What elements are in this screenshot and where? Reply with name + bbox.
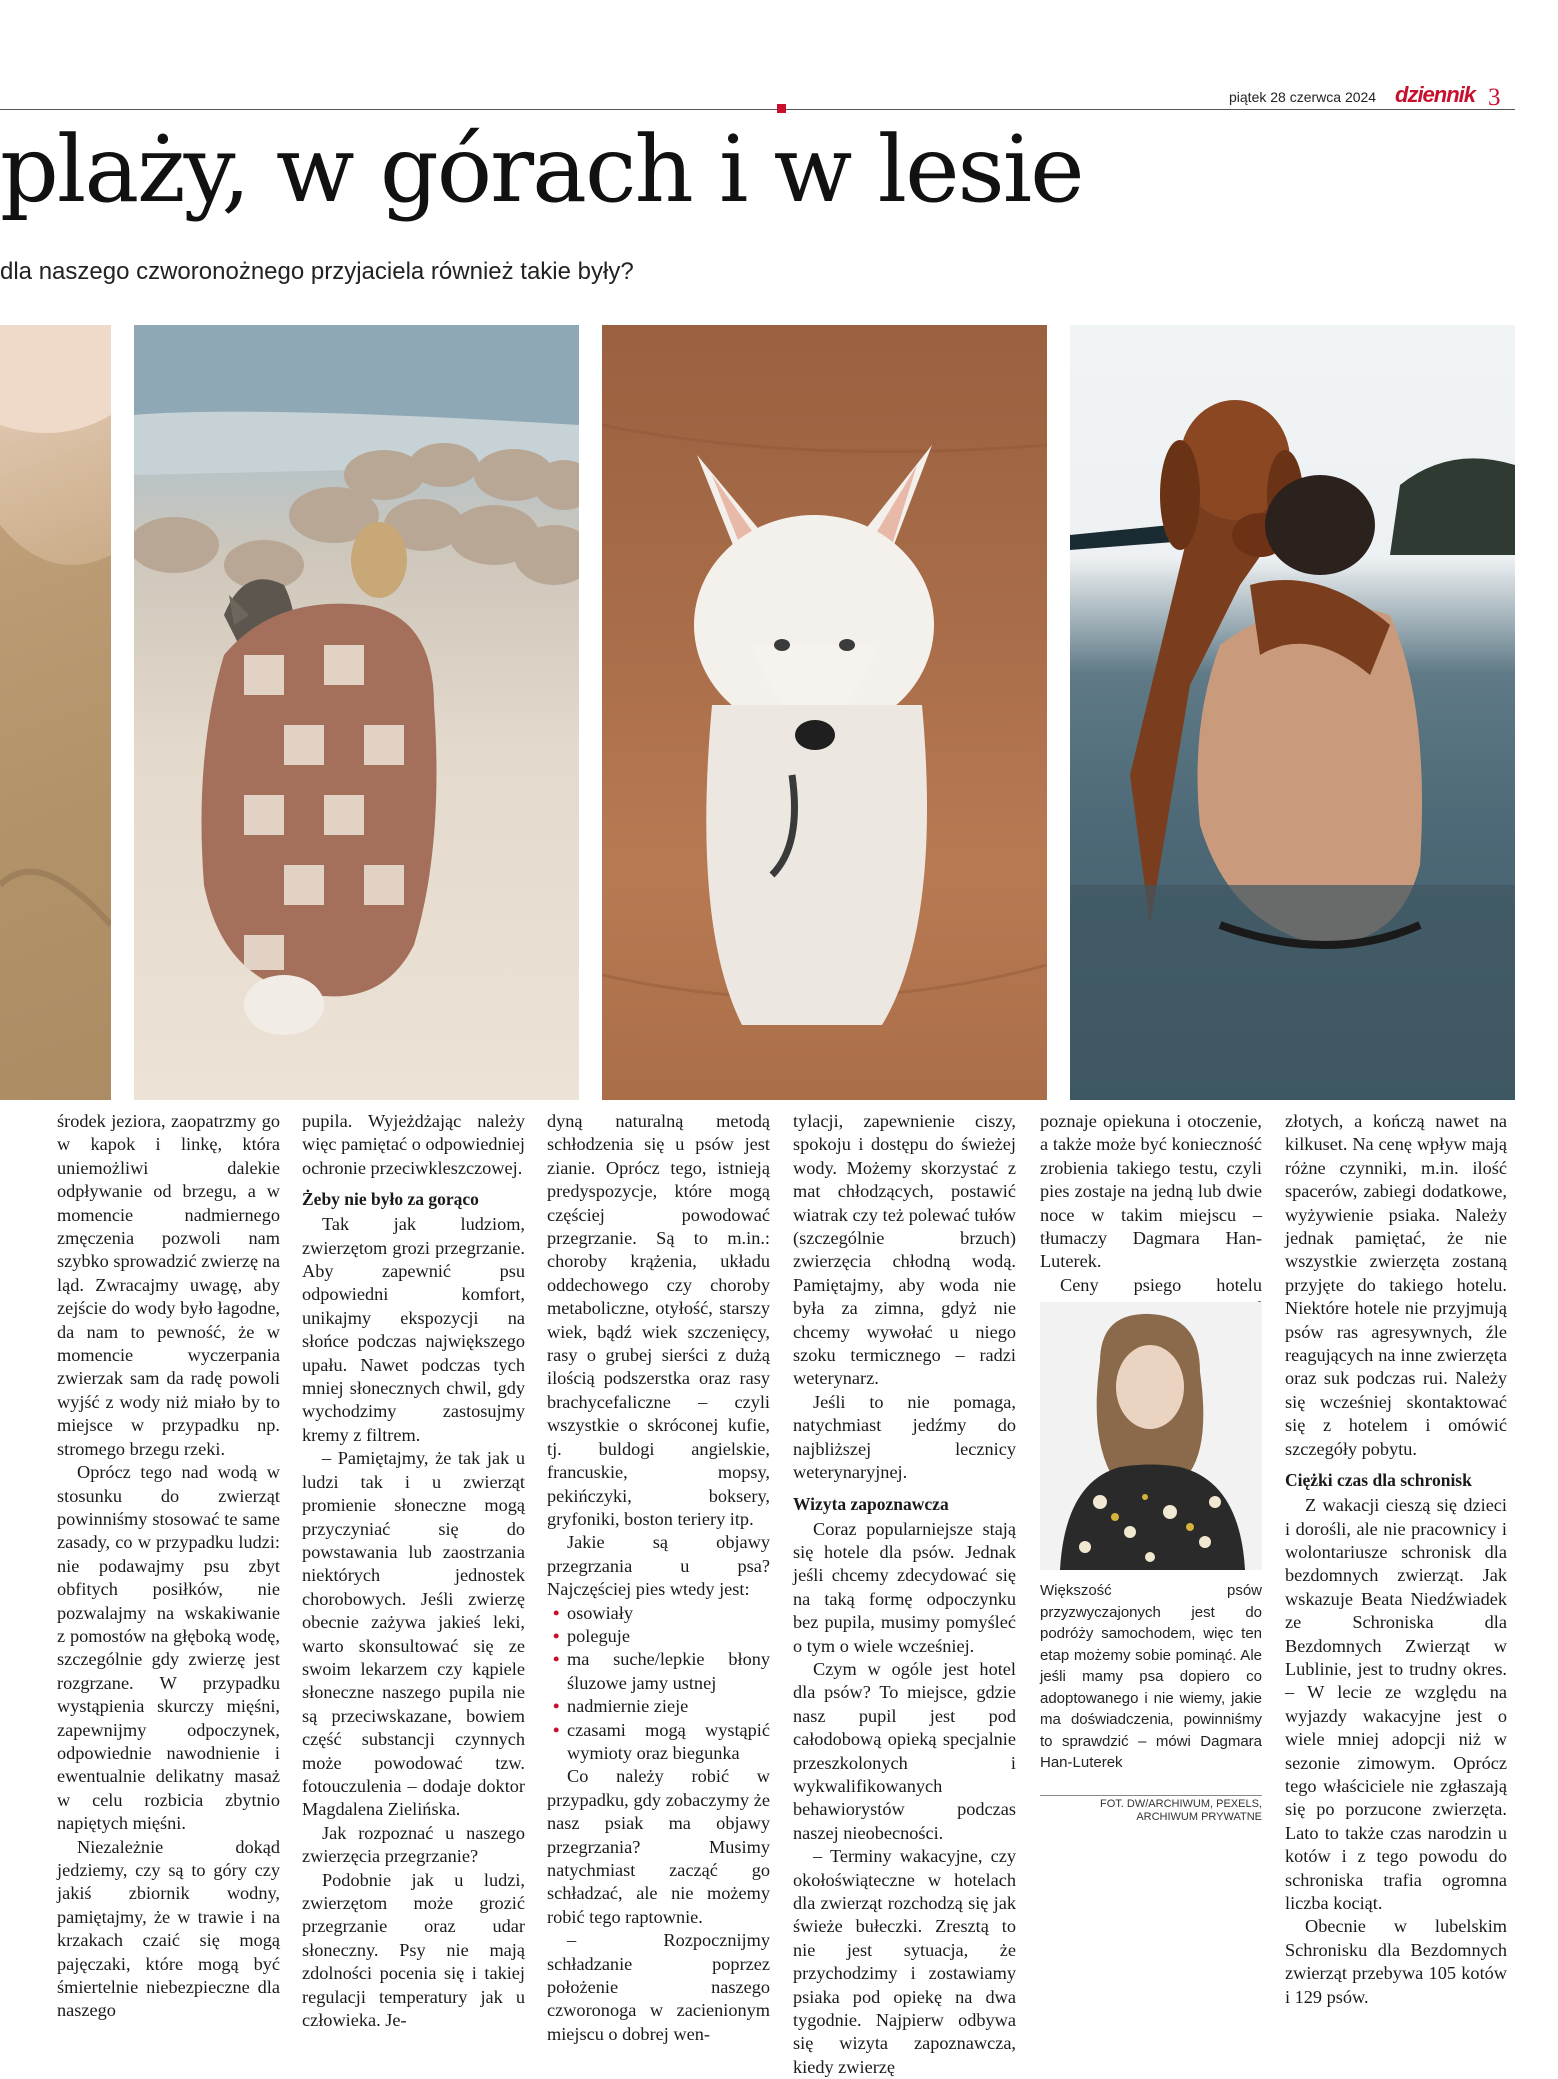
paragraph: Co należy robić w przypadku, gdy zobaczymy że nasz psiak ma objawy przegrzania? Musimy natychmiast zacząć go schładzać, ale nie możemy robić tego raptownie. <box>547 1766 770 1927</box>
paragraph: – Rozpocznijmy schładzanie poprzez położenie naszego czworonoga w zacienionym miejscu o dobrej wen- <box>547 1930 770 2044</box>
header-accent-mark <box>777 104 786 113</box>
article-column-6 <box>1285 1110 1507 2009</box>
paragraph: Tak jak ludziom, zwierzętom grozi przegrzanie. Aby zapewnić psu odpowiedni komfort, unikajmy ekspozycji na słońce podczas największego upału. Nawet podczas tych mniej słonecznych chwil, gdy wychodzimy zastosujmy kremy z filtrem. <box>302 1214 525 1445</box>
article-column-3 <box>547 1110 770 2046</box>
paragraph: Coraz popularniejsze stają się hotele dla psów. Jednak jeśli chcemy zdecydować się na taką formę odpoczynku bez pupila, musimy pomyśleć o tym o wiele wcześniej. <box>793 1518 1016 1656</box>
photo-woman-husky-blanket <box>134 325 579 1100</box>
paragraph: – Terminy wakacyjne, czy okołoświąteczne w hotelach dla zwierząt rozchodzą się jak świeże bułeczki. Zresztą to nie jest sytuacja, że przychodzimy i zostawiamy psiaka pod opiekę na dwa tygodnie. Najpierw odbywa się wizyta zapoznawcza, kiedy zwierzę <box>793 1846 1016 2077</box>
article-column-1 <box>57 1110 280 2023</box>
paragraph: Jakie są objawy przegrzania u psa? Najczęściej pies wtedy jest: <box>547 1532 770 1600</box>
list-item: • osowiały <box>547 1602 770 1625</box>
section-heading: Żeby nie było za gorąco <box>302 1189 479 1210</box>
paragraph: Niezależnie dokąd jedziemy, czy są to góry czy jakiś zbiornik wodny, pamiętajmy, że w trawie i na krzakach czaić się mogą pajęczaki, które mogą być śmiertelnie niebezpieczne dla naszego <box>57 1836 280 2021</box>
paragraph: Oprócz tego nad wodą w stosunku do zwierząt powinniśmy stosować te same zasady, co w przypadku ludzi: nie podawajmy psu zbyt obfitych posiłków, nie pozwalajmy na wskakiwanie z pomostów na głęboką wodę, szczególnie gdy zwierzę jest rozgrzane. W przypadku wystąpienia skurczy mięśni, zapewnijmy odpoczynek, odpowiednie nawodnienie i ewentualnie delikatny masaż w celu rozbicia zbytnio napiętych mięśni. <box>57 1462 280 1834</box>
photo-white-dog-sand <box>602 325 1047 1100</box>
subheadline: dla naszego czworonożnego przyjaciela również takie były? <box>0 258 634 285</box>
article-column-2 <box>302 1110 525 2032</box>
paragraph: środek jeziora, zaopatrzmy go w kapok i linkę, która uniemożliwi dalekie odpływanie od brzegu, a w momencie nadmiernego zmęczenia pozwoli nam szybko sprowadzić zwierzę na ląd. Zwracajmy uwagę, aby zejście do wody było łagodne, da nam to pewność, że w momencie wyczerpania zwierzak sam da radę powoli wyjść z wody niż miało by to miejsce w przypadku np. stromego brzegu rzeki. <box>57 1111 280 1459</box>
page-number: 3 <box>1488 84 1501 111</box>
paragraph: – Pamiętajmy, że tak jak u ludzi tak i u zwierząt promienie słoneczne mogą przyczyniać się do powstawania lub zaostrzania niektórych jednostek chorobowych. Jeśli zwierzę obecnie zażywa jakieś leki, warto skonsultować się ze swoim lekarzem czy kąpiele słoneczne naszego pupila nie są przeciwskazane, bowiem część substancji czynnych może powodować tzw. fotouczulenia – dodaje doktor Magdalena Zielińska. <box>302 1448 525 1820</box>
photo-caption: Większość psów przyzwyczajonych jest do podróży samochodem, więc ten etap możemy sobie pominąć. Ale jeśli mamy psa dopiero co adoptowanego i nie wiemy, jakie ma doświadczenia, powinniśmy to sprawdzić – mówi Dagmara Han-Luterek <box>1040 1582 1262 1771</box>
article-column-4 <box>793 1110 1016 2079</box>
header-rule <box>0 109 1515 110</box>
list-item: • poleguje <box>547 1625 770 1648</box>
photo-credit: FOT. DW/ARCHIWUM, PEXELS, ARCHIWUM PRYWATNE <box>1040 1795 1262 1824</box>
paragraph: pupila. Wyjeżdżając należy więc pamiętać o odpowiedniej ochronie przeciwkleszczowej. <box>302 1111 525 1178</box>
paragraph: Jak rozpoznać u naszego zwierzęcia przegrzanie? <box>302 1822 525 1867</box>
paragraph: Czym w ogóle jest hotel dla psów? To miejsce, gdzie nasz pupil jest pod całodobową opieką specjalnie przeszkolonych i wykwalifikowanych behawiorystów podczas naszej nieobecności. <box>793 1658 1016 1843</box>
issue-date: piątek 28 czerwca 2024 <box>1229 89 1377 105</box>
list-item: • czasami mogą wystąpić wymioty oraz biegunka <box>547 1719 770 1766</box>
photo-sand-edge <box>0 325 111 1100</box>
paragraph: poznaje opiekuna i otoczenie, a także może być konieczność zrobienia takiego testu, czyli pies zostaje na jedną lub dwie noce w takim miejscu – tłumaczy Dagmara Han-Luterek. <box>1040 1111 1262 1272</box>
list-item: • ma suche/lepkie błony śluzowe jamy ustnej <box>547 1648 770 1695</box>
paragraph: Ceny psiego hotelu <box>1060 1274 1262 1295</box>
newspaper-logo[interactable]: dziennik <box>1395 82 1476 107</box>
photo-portrait-woman <box>1040 1302 1262 1570</box>
paragraph: złotych, a kończą nawet na kilkuset. Na cenę wpływ mają różne czynniki, m.in. ilość spacerów, zabiegi dodatkowe, wyżywienie psiaka. Należy jednak pamiętać, że nie wszystkie zwierzęta zostaną przyjęte do takiego hotelu. Niektóre hotele nie przyjmują psów ras agresywnych, źle reagujących na inne zwierzęta oraz suk podczas rui. Należy się wcześniej skontaktować się z hotelem i omówić szczegóły pobytu. <box>1285 1111 1507 1459</box>
headline: plaży, w górach i w lesie <box>0 116 1083 223</box>
photo-dog-swimmer <box>1070 325 1515 1100</box>
paragraph: Z wakacji cieszą się dzieci i dorośli, ale nie pracownicy i wolontariusze schronisk dla bezdomnych zwierząt. Jak wskazuje Beata Niedźwiadek ze Schroniska dla Bezdomnych Zwierząt w Lublinie, jest to trudny okres. – W lecie ze względu na wyjazdy wakacyjne jest o wiele mniej adopcji niż w sezonie zimowym. Oprócz tego właściciele nie zgłaszają się po porzucone zwierzęta. Lato to także czas narodzin u kotów i z tego powodu do schroniska trafia ogromna liczba kociąt. <box>1285 1495 1507 1913</box>
section-heading: Wizyta zapoznawcza <box>793 1493 949 1514</box>
section-heading: Ciężki czas dla schronisk <box>1285 1470 1472 1491</box>
paragraph: Obecnie w lubelskim Schronisku dla Bezdomnych zwierząt przebywa 105 kotów i 129 psów. <box>1285 1916 1507 2007</box>
paragraph: Podobnie jak u ludzi, zwierzętom może grozić przegrzanie oraz udar słoneczny. Psy nie mają zdolności pocenia się i takiej regulacji temperatury jak u człowieka. Je- <box>302 1869 525 2031</box>
symptom-list <box>547 1602 770 1766</box>
paragraph: Jeśli to nie pomaga, natychmiast jedźmy do najbliższej lecznicy weterynaryjnej. <box>793 1391 1016 1483</box>
list-item: • nadmiernie zieje <box>547 1695 770 1718</box>
paragraph: dyną naturalną metodą schłodzenia się u psów jest zianie. Oprócz tego, istnieją predyspozycje, które mogą częściej powodować przegrzanie. Są to m.in.: choroby krążenia, układu oddechowego czy choroby metaboliczne, otyłość, starszy wiek, bądź wiek szczenięcy, rasy o grubej sierści z dużą ilością podszerstka oraz rasy brachycefaliczne – czyli wszystkie o skróconej kufie, tj. buldogi angielskie, francuskie, mopsy, pekińczyki, boksery, gryfoniki, boston teriery itp. <box>547 1111 770 1529</box>
paragraph: tylacji, zapewnienie ciszy, spokoju i dostępu do świeżej wody. Możemy skorzystać z mat chłodzących, postawić wiatrak czy też polewać tułów (szczególnie brzuch) zwierzęcia chłodną wodą. Pamiętajmy, aby woda nie była za zimna, gdyż nie chcemy wywołać u niego szoku termicznego – radzi weterynarz. <box>793 1111 1016 1389</box>
